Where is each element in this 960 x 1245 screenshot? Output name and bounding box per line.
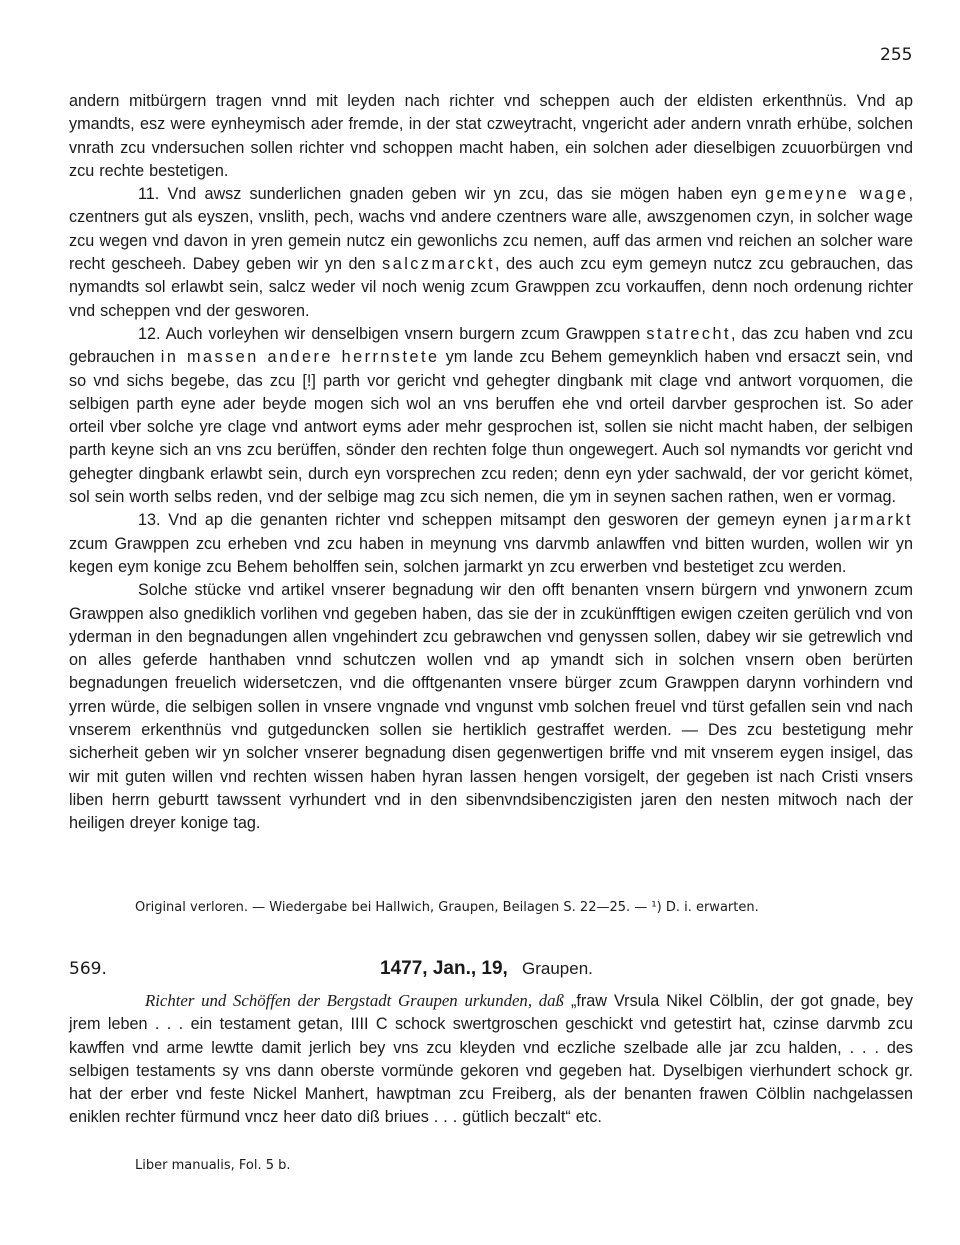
spaced-term: in massen andere herrnstete [160,348,440,367]
text-segment: zcum Grawppen zcu erheben vnd zcu haben in meynung vns darvmb anlawffen vnd bitten wurden, wollen wir yn kegen eym konige zcu Behem beholffen sein, solchen jarmarkt yn zcu erwerben vnd bestetiget zcu werden. [69,534,913,576]
entry-place: Graupen. [522,959,593,978]
text-segment: , des auch zcu eym gemeyn nutcz zcu gebrauchen, das nymandts sol erlawbt sein, salcz weder vil noch wenig zcum Grawppen zcu vorkauffen, denn noch ordenung richter vnd scheppen vnd der gesworen. [69,255,913,320]
paragraph-article-12 [69,323,913,509]
paragraph-continuation [69,90,913,183]
page-number: 255 [880,45,913,65]
paragraph-closing [69,579,913,835]
text-segment: andern mitbürgern tragen vnnd mit leyden nach richter vnd scheppen auch der eldisten erkenthnüs. Vnd ap ymandts, esz were eynheymisch ader fremde, in der stat czweytracht, vngericht ader andern vnrath erhübe, solchen vnrath zcu vndersuchen sollen richter vnd schoppen macht haben, ein solchen ader dieselbigen zcuuorbürgen vnd zcu rechte bestetigen. [69,92,913,180]
regest-text [69,989,913,1130]
text-segment: Solche stücke vnd artikel vnserer begnadung wir den offt benanten vnsern bürgern vnd ynwonern zcum Grawppen also gnediklich vorlihen vnd gegeben haben, das sie der in zcukünfftigen ewigen czeiten gerülich vnd von yderman in den begnadungen allen vngehindert zcu gebrawchen vnd genyssen sollen, dabey wir sie getrewlich vnd on alles geferde hanthaben vnnd schutczen wollen vnd ap ymandt sich in solchen vnsern oben berürten begnadungen freuelich widersetczen, vnd die offtgenanten vnsere bürger zcum Grawppen darynn vorhindern vnd yrren würde, die selbigen sollen in vnsere vngnade vnd vngunst vmb solchen freuel vnd türst gefallen sein vnd nach vnserem erkenthnüs vnd gutgeduncken sollen sie hertiklich gestraffet werden. — Des zcu bestetigung mehr sicherheit geben wir yn solcher vnserer begnadung disen gegenwertigen briffe vnd mit vnserem eygen insigel, das wir mit guten willen vnd rechten wissen haben hyran lassen hengen vorsigelt, der gegeben ist nach Cristi vnsers liben herrn geburtt tawssent vyrhundert vnd in den sibenvndsibenczigisten jaren den nesten mitwoch nach der heiligen dreyer konige tag. [69,581,913,833]
text-segment: , das zcu haben vnd zcu gebrauchen [69,324,914,367]
entry-number: 569. [69,959,107,979]
text-segment: , czentners gut als eyszen, vnslith, pech, wachs vnd andere czentners ware alle, awszgenomen czyn, in solcher wage zcu wegen vnd davon in yren gemein nutcz ein gewonlichs zcu nemen, auff das armen vnd reichen an solcher ware recht gescheeh. Dabey geben wir yn den [69,185,913,274]
text-segment: 12. Auch vorleyhen wir denselbigen vnsern burgern zcum Grawppen [138,324,647,343]
regest-intro: Richter und Schöffen der Bergstadt Graupen urkunden, daß [145,991,564,1010]
source-note: Original verloren. — Wiedergabe bei Hallwich, Graupen, Beilagen S. 22—25. — ¹) D. i. erwarten. [135,900,759,915]
spaced-term: statrecht [646,324,731,343]
text-segment: 11. Vnd awsz sunderlichen gnaden geben wir yn zcu, das sie mögen haben eyn [138,185,766,204]
spaced-term: salczmarckt [382,255,496,274]
text-segment: 13. Vnd ap die genanten richter vnd scheppen mitsampt den gesworen der gemeyn eynen [138,511,835,530]
entry-date: 1477, Jan., 19, [380,958,508,979]
text-segment: ym lande zcu Behem gemeynklich haben vnd ersaczt sein, vnd so vnd sichs begebe, das zcu [!] parth vor gericht vnd gehegter dingbank mit clage vnd antwort vorquomen, die selbigen parth eyne ader beyde mogen sich wol an vns beruffen ehe vnd orteil darvber gesprochen ist. So ader orteil vber solche yre clage vnd antwort eyms ader mehr gesprochen ist, sollen sie nicht macht haben, der selbigen parth keyne sich an vns zcu berüffen, sönder den rechten folge thun ongewegert. Auch sol nymandts vor gericht vnd gehegter dingbank erlawbt sein, durch eyn vorsprechen zcu reden; denn eyn yder sachwald, der vor gericht kömet, sol sein worth selbs reden, vnd der selbige mag zcu sich nemen, die ym in seynen sachen rathen, wen er vormag. [69,348,913,507]
spaced-term: gemeyne wage [765,185,909,204]
spaced-term: jarmarkt [834,511,913,530]
paragraph-article-11 [69,183,913,323]
entry-header [69,956,913,984]
paragraph-article-13 [69,509,913,579]
source-note-2: Liber manualis, Fol. 5 b. [135,1158,291,1173]
regest-quote: „fraw Vrsula Nikel Cölblin, der got gnade, bey jrem leben . . . ein testament getan, IIII C schock swertgroschen geschickt vnd getestirt hat, czinse darvmb zcu kawffen vnd arme lewtte damit jerlich bey vns zcu kleyden vnd eczliche szelbade alle jar zcu halden, . . . des selbigen testaments sy vns dann oberste vormünde gekoren vnd gegeben hat. Dyselbigen vierhundert schock gr. hat der erber vnd feste Nickel Manhert, hawptman zcu Freiberg, als der benanten frawen Cölblin nachgelassen eniklen rechter fürmund vncz heer dato diß briues . . . gütlich beczalt“ etc. [69,992,913,1127]
charter-text [69,90,913,836]
